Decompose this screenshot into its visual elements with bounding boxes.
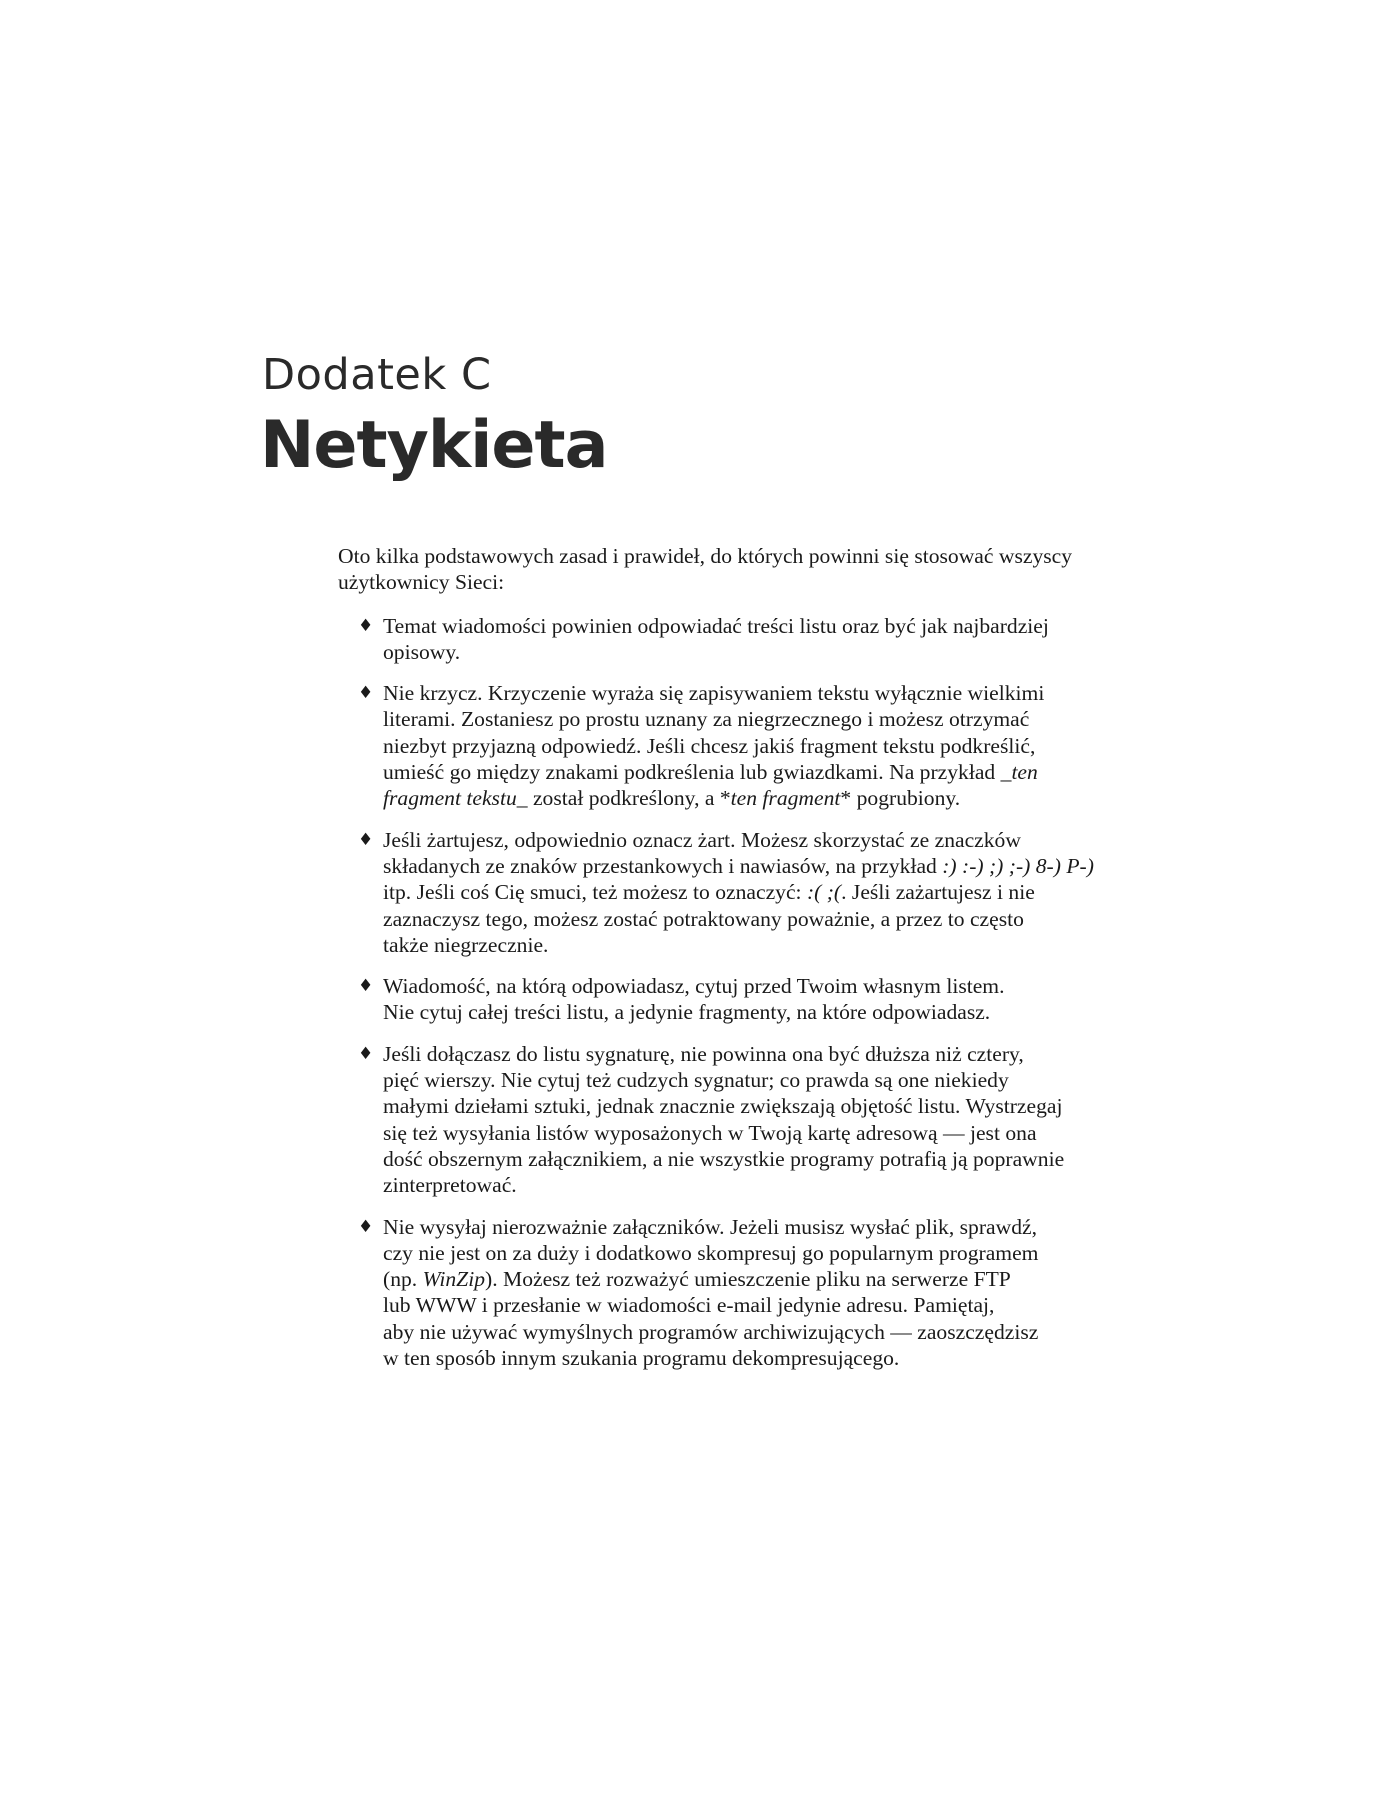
text-segment: opisowy.	[383, 639, 461, 664]
rule-text-line	[383, 1292, 1128, 1318]
diamond-bullet-icon: ♦	[358, 829, 374, 850]
rule-text-line	[383, 906, 1128, 932]
rule-text-line	[383, 827, 1128, 853]
text-segment: się też wysyłania listów wyposażonych w Twoją kartę adresową — jest ona	[383, 1120, 1037, 1145]
italic-text: fragment tekstu_	[383, 786, 528, 811]
body-content	[338, 543, 1128, 1386]
text-segment: lub WWW i przesłanie w wiadomości e-mail jedynie adresu. Pamiętaj,	[383, 1293, 995, 1318]
text-segment: czy nie jest on za duży i dodatkowo skompresuj go popularnym programem	[383, 1240, 1039, 1265]
text-segment: itp. Jeśli coś Cię smuci, też możesz to oznaczyć:	[383, 880, 807, 905]
text-segment: * pogrubiony.	[840, 786, 961, 811]
rule-item	[338, 827, 1128, 958]
text-segment: dość obszernym załącznikiem, a nie wszystkie programy potrafią ją poprawnie	[383, 1146, 1065, 1171]
italic-text: :) :-) ;) ;-) 8-) P-)	[942, 853, 1094, 878]
text-segment: umieść go między znakami podkreślenia lub gwiazdkami. Na przykład	[383, 760, 1001, 785]
rule-item	[338, 1041, 1128, 1199]
rule-text-line	[383, 1319, 1128, 1345]
italic-text: :( ;(	[806, 880, 842, 905]
rule-text-line	[383, 706, 1128, 732]
rule-text-line	[383, 1266, 1128, 1292]
intro-line: Oto kilka podstawowych zasad i prawideł, do których powinni się stosować wszyscy	[338, 544, 1073, 568]
rule-text-line	[383, 1240, 1128, 1266]
rule-text-line	[383, 680, 1128, 706]
rule-text-line	[383, 853, 1128, 879]
rule-text-line	[383, 639, 1128, 665]
rule-item	[338, 1214, 1128, 1372]
text-segment: Nie cytuj całej treści listu, a jedynie fragmenty, na które odpowiadasz.	[383, 1000, 991, 1025]
text-segment: składanych ze znaków przestankowych i nawiasów, na przykład	[383, 853, 943, 878]
italic-text: WinZip	[422, 1267, 485, 1292]
text-segment: Jeśli dołączasz do listu sygnaturę, nie powinna ona być dłuższa niż cztery,	[383, 1041, 1024, 1066]
intro-line: użytkownicy Sieci:	[338, 570, 505, 595]
rule-text-line	[383, 1067, 1128, 1093]
text-segment: niezbyt przyjazną odpowiedź. Jeśli chcesz jakiś fragment tekstu podkreślić,	[383, 733, 1036, 758]
rule-item	[338, 680, 1128, 811]
rule-text-line	[383, 1041, 1128, 1067]
text-segment: . Jeśli zażartujesz i nie	[841, 880, 1035, 905]
rule-text-line	[383, 733, 1128, 759]
rule-item	[338, 973, 1128, 1026]
text-segment: Wiadomość, na którą odpowiadasz, cytuj przed Twoim własnym listem.	[383, 974, 1005, 999]
rule-text-line	[383, 999, 1128, 1025]
text-segment: małymi dziełami sztuki, jednak znacznie zwiększają objętość listu. Wystrzegaj	[383, 1094, 1063, 1119]
rule-text-line	[383, 1093, 1128, 1119]
text-segment: w ten sposób innym szukania programu dekompresującego.	[383, 1346, 900, 1371]
text-segment: także niegrzecznie.	[383, 932, 549, 957]
rule-text-line	[383, 932, 1128, 958]
rule-text-line	[383, 879, 1128, 905]
italic-text: ten fragment	[730, 786, 841, 811]
rule-item	[338, 613, 1128, 666]
chapter-title: Netykieta	[260, 408, 608, 483]
text-segment: Nie krzycz. Krzyczenie wyraża się zapisywaniem tekstu wyłącznie wielkimi	[383, 681, 1045, 706]
text-segment: Nie wysyłaj nierozważnie załączników. Jeżeli musisz wysłać plik, sprawdź,	[383, 1214, 1037, 1239]
rule-text-line	[383, 1345, 1128, 1371]
text-segment: Temat wiadomości powinien odpowiadać treści listu oraz być jak najbardziej	[383, 613, 1049, 638]
diamond-bullet-icon: ♦	[358, 976, 374, 997]
text-segment: aby nie używać wymyślnych programów archiwizujących — zaoszczędzisz	[383, 1319, 1039, 1344]
rules-list	[338, 613, 1128, 1372]
appendix-label: Dodatek C	[262, 350, 492, 400]
text-segment: zinterpretować.	[383, 1173, 517, 1198]
rule-text-line	[383, 1146, 1128, 1172]
rule-text-line	[383, 785, 1128, 811]
italic-text: _ten	[1000, 760, 1038, 785]
text-segment: zaznaczysz tego, możesz zostać potraktowany poważnie, a przez to często	[383, 906, 1024, 931]
rule-text-line	[383, 1214, 1128, 1240]
rule-text-line	[383, 613, 1128, 639]
rule-text-line	[383, 1172, 1128, 1198]
text-segment: został podkreślony, a *	[527, 786, 731, 811]
text-segment: Jeśli żartujesz, odpowiednio oznacz żart. Możesz skorzystać ze znaczków	[383, 827, 1021, 852]
diamond-bullet-icon: ♦	[358, 615, 374, 636]
intro-paragraph	[338, 543, 1128, 596]
text-segment: pięć wierszy. Nie cytuj też cudzych sygnatur; co prawda są one niekiedy	[383, 1068, 1009, 1093]
rule-text-line	[383, 759, 1128, 785]
text-segment: literami. Zostaniesz po prostu uznany za niegrzecznego i możesz otrzymać	[383, 707, 1030, 732]
rule-text-line	[383, 1120, 1128, 1146]
text-segment: (np.	[383, 1267, 423, 1292]
text-segment: ). Możesz też rozważyć umieszczenie pliku na serwerze FTP	[485, 1267, 1011, 1292]
diamond-bullet-icon: ♦	[358, 683, 374, 704]
diamond-bullet-icon: ♦	[358, 1216, 374, 1237]
diamond-bullet-icon: ♦	[358, 1043, 374, 1064]
rule-text-line	[383, 973, 1128, 999]
